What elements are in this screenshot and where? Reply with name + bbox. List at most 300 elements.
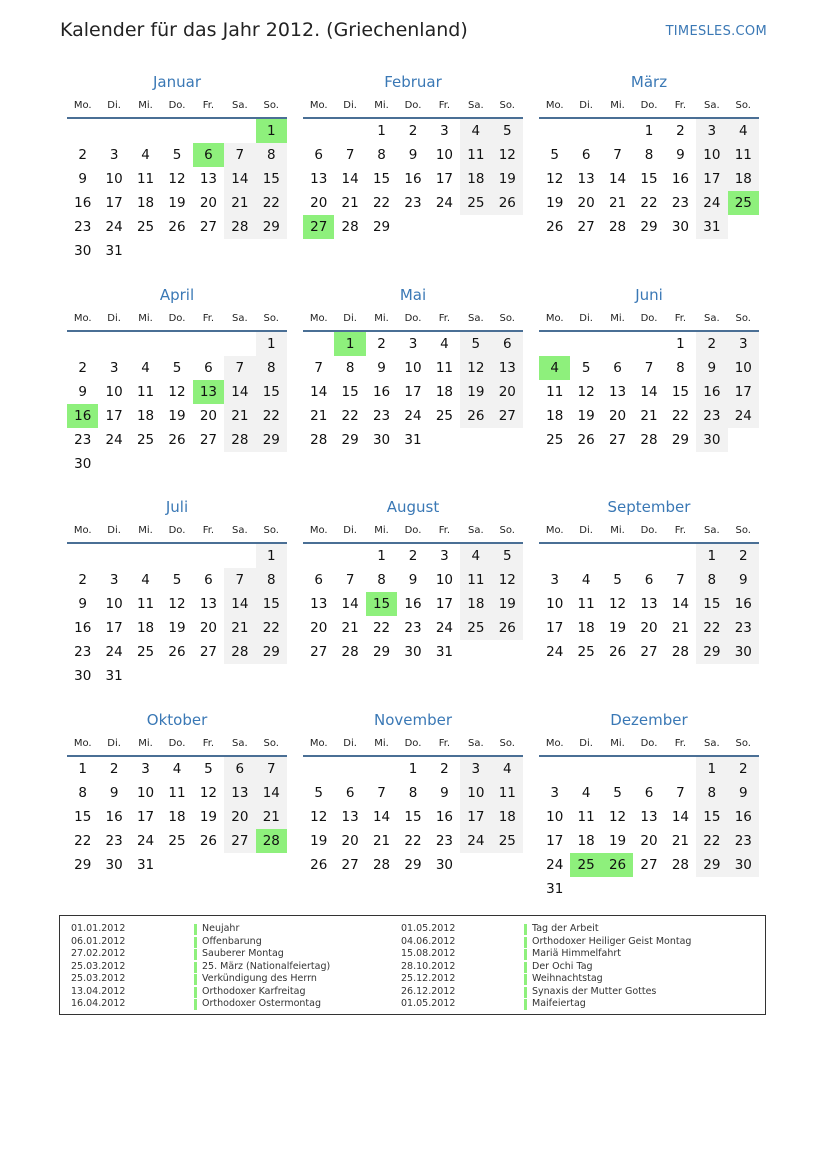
weekday-label: Di. — [579, 525, 593, 536]
day-cell: 17 — [696, 167, 727, 191]
day-cell: 11 — [460, 568, 491, 592]
day-cell: 19 — [168, 620, 186, 636]
legend-holiday-name: Weihnachtstag — [532, 973, 603, 984]
day-cell: 25 — [460, 616, 491, 640]
weekday-label: Mi. — [610, 100, 625, 111]
weekday-label: So. — [499, 313, 515, 324]
holiday-day: 26 — [602, 853, 633, 877]
weekday-label: Mo. — [309, 525, 328, 536]
weekday-label: Mo. — [73, 313, 92, 324]
day-cell: 8 — [377, 147, 386, 163]
day-cell: 7 — [224, 568, 255, 592]
day-cell: 8 — [256, 143, 287, 167]
weekday-label: Do. — [168, 313, 186, 324]
holiday-marker-icon — [524, 924, 527, 935]
day-cell: 22 — [640, 195, 658, 211]
day-cell: 27 — [224, 829, 255, 853]
day-cell: 20 — [199, 620, 218, 636]
holiday-day: 13 — [193, 380, 224, 404]
day-cell: 31 — [435, 644, 454, 660]
legend-holiday-name: Orthodoxer Ostermontag — [202, 998, 321, 1009]
legend-date: 25.03.2012 — [71, 973, 126, 984]
day-cell: 7 — [256, 757, 287, 781]
weekday-label: So. — [499, 100, 515, 111]
day-cell: 11 — [577, 809, 595, 825]
day-cell: 12 — [492, 143, 523, 167]
weekday-label: So. — [263, 525, 279, 536]
day-cell: 28 — [608, 219, 627, 235]
day-cell: 6 — [224, 757, 255, 781]
day-grid — [67, 119, 287, 263]
day-cell: 26 — [492, 191, 523, 215]
day-cell: 4 — [581, 785, 591, 801]
legend-date: 06.01.2012 — [71, 935, 126, 947]
legend-date: 04.06.2012 — [401, 935, 456, 947]
weekday-label: Mi. — [374, 313, 389, 324]
weekday-label: Do. — [168, 525, 186, 536]
day-cell: 10 — [105, 596, 123, 612]
weekday-label: So. — [735, 738, 751, 749]
day-cell: 27 — [199, 432, 218, 448]
day-cell: 6 — [314, 572, 323, 588]
day-cell: 20 — [640, 620, 658, 636]
weekday-label: Di. — [107, 313, 121, 324]
day-cell: 14 — [310, 384, 328, 400]
weekday-header — [303, 733, 523, 757]
day-cell: 24 — [404, 408, 422, 424]
day-grid — [303, 119, 523, 263]
day-cell: 29 — [372, 644, 391, 660]
day-cell: 7 — [314, 360, 323, 376]
weekday-label: So. — [263, 100, 279, 111]
day-cell: 5 — [492, 119, 523, 143]
day-cell: 7 — [676, 785, 685, 801]
day-cell: 5 — [613, 572, 622, 588]
legend-date: 01.05.2012 — [401, 998, 456, 1009]
day-cell: 6 — [492, 332, 523, 356]
month-3 — [539, 72, 759, 263]
weekday-label: Sa. — [231, 313, 248, 324]
day-cell: 14 — [224, 592, 255, 616]
day-cell: 1 — [377, 123, 386, 139]
day-cell: 15 — [640, 171, 658, 187]
day-cell: 7 — [644, 360, 654, 376]
day-cell: 2 — [408, 548, 418, 564]
day-cell: 29 — [404, 857, 422, 873]
day-cell: 23 — [105, 833, 123, 849]
day-cell: 27 — [608, 432, 627, 448]
weekday-label: Mi. — [138, 525, 153, 536]
day-cell: 29 — [256, 428, 287, 452]
weekday-header — [303, 308, 523, 332]
day-cell: 18 — [577, 833, 595, 849]
day-cell: 1 — [377, 548, 386, 564]
day-cell: 27 — [341, 857, 359, 873]
day-cell: 14 — [640, 384, 658, 400]
day-cell: 23 — [372, 408, 391, 424]
day-cell: 18 — [728, 167, 759, 191]
day-cell: 16 — [372, 384, 391, 400]
day-cell: 7 — [345, 147, 355, 163]
brand-logo-text[interactable]: TIMESLES.COM — [665, 24, 767, 39]
day-cell: 19 — [492, 592, 523, 616]
day-cell: 26 — [460, 404, 491, 428]
weekday-label: Mo. — [309, 738, 328, 749]
day-cell: 2 — [377, 336, 386, 352]
day-cell: 24 — [546, 857, 564, 873]
day-cell: 29 — [372, 219, 391, 235]
weekday-label: Mo. — [545, 525, 564, 536]
month-6 — [539, 285, 759, 476]
month-name: Februar — [384, 73, 442, 91]
day-cell: 3 — [109, 147, 119, 163]
weekday-label: Di. — [343, 738, 357, 749]
day-cell: 21 — [224, 616, 255, 640]
weekday-label: Sa. — [703, 100, 720, 111]
day-cell: 19 — [608, 620, 627, 636]
day-cell: 23 — [671, 195, 690, 211]
day-cell: 12 — [199, 785, 218, 801]
day-grid — [539, 544, 759, 688]
weekday-label: Fr. — [674, 738, 687, 749]
legend-date: 15.08.2012 — [401, 948, 456, 959]
day-cell: 18 — [492, 805, 523, 829]
day-cell: 10 — [435, 572, 454, 588]
day-cell: 7 — [224, 356, 255, 380]
holiday-marker-icon — [194, 924, 197, 935]
day-cell: 2 — [78, 147, 87, 163]
day-cell: 1 — [256, 332, 287, 356]
legend-date: 13.04.2012 — [71, 985, 126, 997]
legend-holiday-name: Verkündigung des Herrn — [202, 973, 317, 984]
day-cell: 12 — [310, 809, 328, 825]
day-cell: 11 — [168, 785, 186, 801]
day-cell: 3 — [141, 761, 150, 777]
day-cell: 9 — [728, 781, 759, 805]
day-cell: 24 — [728, 404, 759, 428]
weekday-label: Fr. — [202, 738, 215, 749]
day-cell: 26 — [168, 219, 186, 235]
day-cell: 19 — [460, 380, 491, 404]
day-cell: 9 — [109, 785, 119, 801]
page-title: Kalender für das Jahr 2012. (Griechenland) — [60, 19, 468, 41]
day-cell: 7 — [377, 785, 386, 801]
weekday-label: So. — [735, 525, 751, 536]
day-cell: 21 — [608, 195, 627, 211]
weekday-header — [67, 95, 287, 119]
weekday-label: Mo. — [545, 738, 564, 749]
weekday-header — [539, 520, 759, 544]
legend-date: 16.04.2012 — [71, 998, 126, 1009]
day-cell: 15 — [372, 171, 391, 187]
day-cell: 25 — [460, 191, 491, 215]
weekday-label: Mo. — [309, 100, 328, 111]
day-cell: 29 — [74, 857, 92, 873]
day-cell: 11 — [460, 143, 491, 167]
day-cell: 13 — [492, 356, 523, 380]
legend-date: 25.12.2012 — [401, 973, 456, 984]
day-grid — [539, 119, 759, 263]
day-cell: 25 — [577, 644, 595, 660]
day-cell: 25 — [136, 644, 155, 660]
day-cell: 24 — [460, 829, 491, 853]
weekday-label: Di. — [107, 738, 121, 749]
day-cell: 18 — [136, 620, 155, 636]
legend-date: 01.05.2012 — [401, 923, 456, 934]
day-cell: 16 — [74, 195, 92, 211]
day-cell: 3 — [728, 332, 759, 356]
day-cell: 30 — [372, 432, 391, 448]
day-cell: 10 — [546, 809, 564, 825]
weekday-label: Do. — [640, 738, 658, 749]
day-cell: 6 — [345, 785, 355, 801]
holiday-marker-icon — [194, 949, 197, 960]
day-cell: 2 — [408, 123, 418, 139]
day-cell: 18 — [460, 167, 491, 191]
day-cell: 15 — [696, 592, 727, 616]
day-grid — [303, 332, 523, 476]
day-cell: 21 — [372, 833, 391, 849]
day-cell: 11 — [728, 143, 759, 167]
day-cell: 11 — [546, 384, 564, 400]
weekday-label: Mo. — [545, 100, 564, 111]
day-cell: 26 — [310, 857, 328, 873]
weekday-header — [539, 95, 759, 119]
day-cell: 6 — [644, 572, 654, 588]
day-cell: 11 — [492, 781, 523, 805]
day-cell: 1 — [676, 336, 685, 352]
day-cell: 11 — [136, 384, 155, 400]
day-cell: 9 — [78, 171, 87, 187]
day-cell: 5 — [172, 572, 182, 588]
day-cell: 26 — [168, 432, 186, 448]
day-cell: 30 — [728, 853, 759, 877]
day-cell: 9 — [408, 572, 418, 588]
legend-holiday-name: Orthodoxer Karfreitag — [202, 985, 306, 997]
day-cell: 24 — [105, 644, 123, 660]
weekday-label: Do. — [168, 100, 186, 111]
day-cell: 6 — [613, 360, 622, 376]
day-grid — [67, 332, 287, 476]
weekday-label: Di. — [343, 100, 357, 111]
day-cell: 2 — [696, 332, 727, 356]
day-cell: 10 — [105, 171, 123, 187]
day-cell: 13 — [199, 596, 218, 612]
day-cell: 24 — [696, 191, 727, 215]
holiday-marker-icon — [524, 937, 527, 948]
day-cell: 5 — [172, 360, 182, 376]
day-cell: 22 — [341, 408, 359, 424]
day-cell: 24 — [546, 644, 564, 660]
weekday-label: Fr. — [674, 100, 687, 111]
day-cell: 20 — [199, 408, 218, 424]
weekday-label: Do. — [404, 313, 422, 324]
day-cell: 16 — [671, 171, 690, 187]
day-cell: 27 — [640, 857, 658, 873]
day-cell: 26 — [168, 644, 186, 660]
day-cell: 31 — [696, 215, 727, 239]
holiday-day: 16 — [67, 404, 98, 428]
day-cell: 27 — [199, 219, 218, 235]
holiday-day: 25 — [728, 191, 759, 215]
holiday-marker-icon — [524, 987, 527, 998]
day-cell: 31 — [105, 243, 123, 259]
day-cell: 23 — [74, 219, 92, 235]
weekday-label: So. — [735, 100, 751, 111]
day-cell: 28 — [640, 432, 658, 448]
weekday-label: Sa. — [467, 100, 484, 111]
weekday-label: Mi. — [610, 738, 625, 749]
day-cell: 16 — [728, 805, 759, 829]
day-cell: 21 — [224, 191, 255, 215]
day-cell: 20 — [224, 805, 255, 829]
month-10 — [67, 710, 287, 901]
day-cell: 23 — [404, 195, 422, 211]
day-cell: 19 — [168, 408, 186, 424]
day-cell: 23 — [696, 404, 727, 428]
day-cell: 18 — [577, 620, 595, 636]
day-cell: 3 — [109, 360, 119, 376]
month-name: Juni — [635, 286, 663, 304]
weekday-label: Di. — [579, 313, 593, 324]
day-cell: 27 — [640, 644, 658, 660]
holiday-day: 4 — [539, 356, 570, 380]
day-cell: 20 — [199, 195, 218, 211]
day-cell: 13 — [608, 384, 627, 400]
day-cell: 16 — [404, 171, 422, 187]
day-cell: 10 — [696, 143, 727, 167]
weekday-label: Mo. — [309, 313, 328, 324]
day-cell: 5 — [492, 544, 523, 568]
month-name: November — [373, 711, 453, 729]
weekday-label: Sa. — [231, 738, 248, 749]
day-cell: 24 — [435, 195, 454, 211]
day-cell: 25 — [168, 833, 186, 849]
weekday-label: Fr. — [674, 525, 687, 536]
day-cell: 18 — [136, 408, 155, 424]
weekday-label: Sa. — [703, 525, 720, 536]
day-cell: 9 — [377, 360, 386, 376]
legend-date: 27.02.2012 — [71, 948, 126, 959]
weekday-label: Sa. — [703, 313, 720, 324]
day-cell: 20 — [608, 408, 627, 424]
day-cell: 4 — [460, 119, 491, 143]
weekday-label: Mi. — [374, 525, 389, 536]
day-cell: 8 — [644, 147, 654, 163]
day-cell: 4 — [440, 336, 449, 352]
day-cell: 21 — [671, 620, 690, 636]
day-cell: 31 — [546, 881, 564, 897]
day-cell: 30 — [74, 456, 92, 472]
day-grid — [303, 544, 523, 688]
day-cell: 17 — [546, 833, 564, 849]
day-cell: 9 — [728, 568, 759, 592]
weekday-label: Mi. — [374, 100, 389, 111]
day-cell: 12 — [608, 809, 627, 825]
day-cell: 21 — [310, 408, 328, 424]
day-cell: 25 — [546, 432, 564, 448]
day-cell: 2 — [440, 761, 449, 777]
day-cell: 5 — [581, 360, 591, 376]
day-cell: 21 — [256, 805, 287, 829]
month-name: Oktober — [146, 711, 208, 729]
day-cell: 29 — [671, 432, 690, 448]
day-grid — [67, 544, 287, 688]
day-cell: 15 — [404, 809, 422, 825]
day-cell: 4 — [172, 761, 182, 777]
day-cell: 30 — [435, 857, 454, 873]
month-name: Januar — [153, 73, 201, 91]
legend-holiday-name: Mariä Himmelfahrt — [532, 948, 621, 959]
day-cell: 12 — [577, 384, 595, 400]
weekday-header — [67, 520, 287, 544]
day-cell: 12 — [608, 596, 627, 612]
day-cell: 5 — [172, 147, 182, 163]
legend-holiday-name: Tag der Arbeit — [532, 923, 599, 934]
day-cell: 3 — [408, 336, 418, 352]
holiday-day: 1 — [256, 119, 287, 143]
day-cell: 4 — [492, 757, 523, 781]
day-cell: 6 — [314, 147, 323, 163]
day-cell: 14 — [224, 167, 255, 191]
day-cell: 18 — [435, 384, 454, 400]
month-name: März — [630, 73, 668, 91]
holiday-marker-icon — [524, 962, 527, 973]
day-cell: 4 — [141, 147, 150, 163]
holiday-marker-icon — [524, 999, 527, 1010]
day-grid — [67, 757, 287, 901]
day-cell: 12 — [492, 568, 523, 592]
weekday-label: Mi. — [610, 313, 625, 324]
day-cell: 9 — [78, 384, 87, 400]
legend-date: 28.10.2012 — [401, 960, 456, 972]
day-cell: 11 — [577, 596, 595, 612]
day-cell: 8 — [256, 356, 287, 380]
weekday-label: Di. — [579, 738, 593, 749]
day-cell: 13 — [640, 596, 658, 612]
day-cell: 15 — [256, 167, 287, 191]
day-cell: 21 — [640, 408, 658, 424]
day-cell: 15 — [696, 805, 727, 829]
day-cell: 3 — [550, 572, 559, 588]
weekday-label: Do. — [640, 525, 658, 536]
day-cell: 8 — [696, 568, 727, 592]
day-cell: 12 — [168, 384, 186, 400]
day-cell: 26 — [577, 432, 595, 448]
day-cell: 14 — [671, 809, 690, 825]
weekday-label: Mo. — [73, 738, 92, 749]
day-cell: 14 — [341, 171, 359, 187]
day-cell: 28 — [372, 857, 391, 873]
day-cell: 15 — [341, 384, 359, 400]
holiday-marker-icon — [194, 999, 197, 1010]
weekday-label: Di. — [107, 525, 121, 536]
day-cell: 13 — [640, 809, 658, 825]
day-cell: 24 — [435, 620, 454, 636]
day-cell: 15 — [671, 384, 690, 400]
day-cell: 13 — [577, 171, 595, 187]
day-cell: 13 — [310, 596, 328, 612]
weekday-label: Do. — [640, 100, 658, 111]
day-cell: 9 — [440, 785, 449, 801]
day-cell: 5 — [613, 785, 622, 801]
day-cell: 29 — [696, 853, 727, 877]
day-cell: 6 — [644, 785, 654, 801]
day-cell: 1 — [78, 761, 87, 777]
day-cell: 20 — [310, 195, 328, 211]
day-cell: 18 — [168, 809, 186, 825]
day-cell: 29 — [696, 640, 727, 664]
